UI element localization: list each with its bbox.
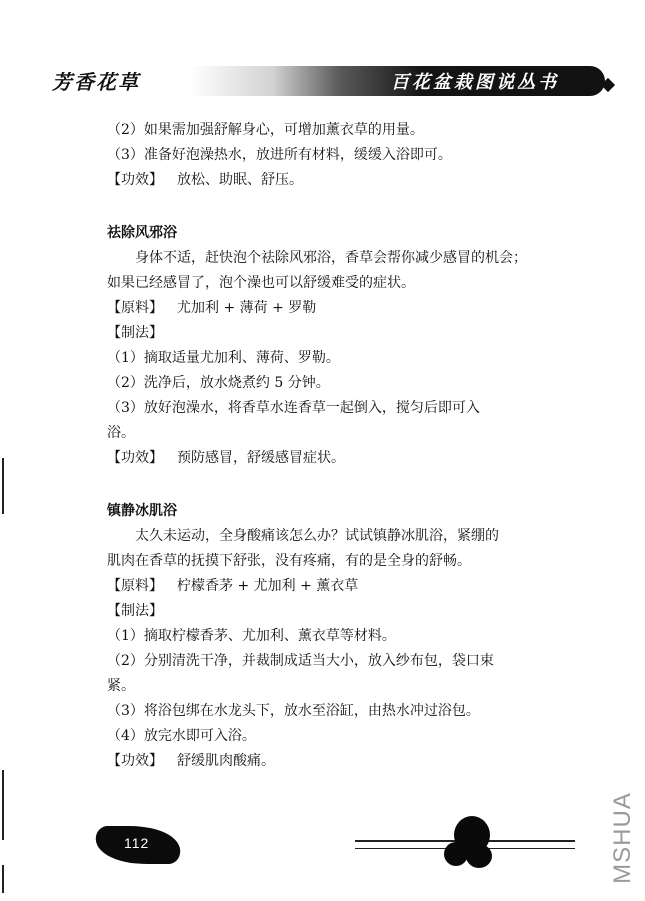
method-step: （3）放好泡澡水，将香草水连香草一起倒入，搅匀后即可入 [107,400,480,416]
left-margin-mark [2,865,4,893]
method-label: 【制法】 [107,325,163,341]
ornament-petal-icon [466,844,492,868]
watermark [609,786,637,890]
method-step: （1）摘取适量尤加利、薄荷、罗勒。 [107,350,340,366]
method-step-continuation: 浴。 [107,425,135,441]
effect-label: 【功效】 [107,172,163,188]
watermark-text: MSHUA [609,792,637,884]
effect-label: 【功效】 [107,753,163,769]
page-header [52,64,605,102]
series-title: 百花盆栽图说丛书 [391,72,559,93]
left-margin-mark [2,770,4,840]
method-step: （3）将浴包绑在水龙头下，放水至浴缸，由热水冲过浴包。 [107,703,480,719]
ornament-petal-icon [444,842,468,866]
flower-ornament-icon [438,812,498,870]
materials-label: 【原料】 [107,578,163,594]
method-label: 【制法】 [107,603,163,619]
method-step: （2）洗净后，放水烧煮约 5 分钟。 [107,375,330,391]
section-title-wind: 祛除风邪浴 [107,225,177,241]
first-effect [107,168,569,193]
materials-text: 柠檬香茅 + 尤加利 + 薰衣草 [177,578,359,594]
method-step: （1）摘取柠檬香茅、尤加利、薰衣草等材料。 [107,628,396,644]
intro-step-2: （2）如果需加强舒解身心，可增加薰衣草的用量。 [107,122,424,138]
section-effect [107,446,569,471]
effect-text: 舒缓肌肉酸痛。 [177,753,275,769]
main-content [107,118,569,774]
effect-text: 预防感冒，舒缓感冒症状。 [177,450,345,466]
section-title-calming: 镇静冰肌浴 [107,503,177,519]
section-description-line: 肌肉在香草的抚摸下舒张，没有疼痛，有的是全身的舒畅。 [107,553,471,569]
effect-text: 放松、助眠、舒压。 [177,172,303,188]
book-title: 芳香花草 [52,70,140,94]
method-step-continuation: 紧。 [107,678,135,694]
materials-label: 【原料】 [107,300,163,316]
section-description-line: 如果已经感冒了，泡个澡也可以舒缓难受的症状。 [107,275,415,291]
section-gap [107,193,569,221]
section-gap [107,471,569,499]
method-step: （4）放完水即可入浴。 [107,728,256,744]
section-description-line: 太久未运动，全身酸痛该怎么办？试试镇静冰肌浴，紧绷的 [135,528,499,544]
method-step: （2）分别清洗干净，并裁制成适当大小，放入纱布包，袋口束 [107,653,494,669]
section-materials [107,296,569,321]
intro-step-3: （3）准备好泡澡热水，放进所有材料，缓缓入浴即可。 [107,147,452,163]
materials-text: 尤加利 + 薄荷 + 罗勒 [177,300,317,316]
page-number: 112 [124,835,150,851]
section-effect [107,749,569,774]
section-description-line: 身体不适，赶快泡个祛除风邪浴，香草会帮你减少感冒的机会； [135,250,527,266]
section-materials [107,574,569,599]
left-margin-mark [2,458,4,514]
effect-label: 【功效】 [107,450,163,466]
